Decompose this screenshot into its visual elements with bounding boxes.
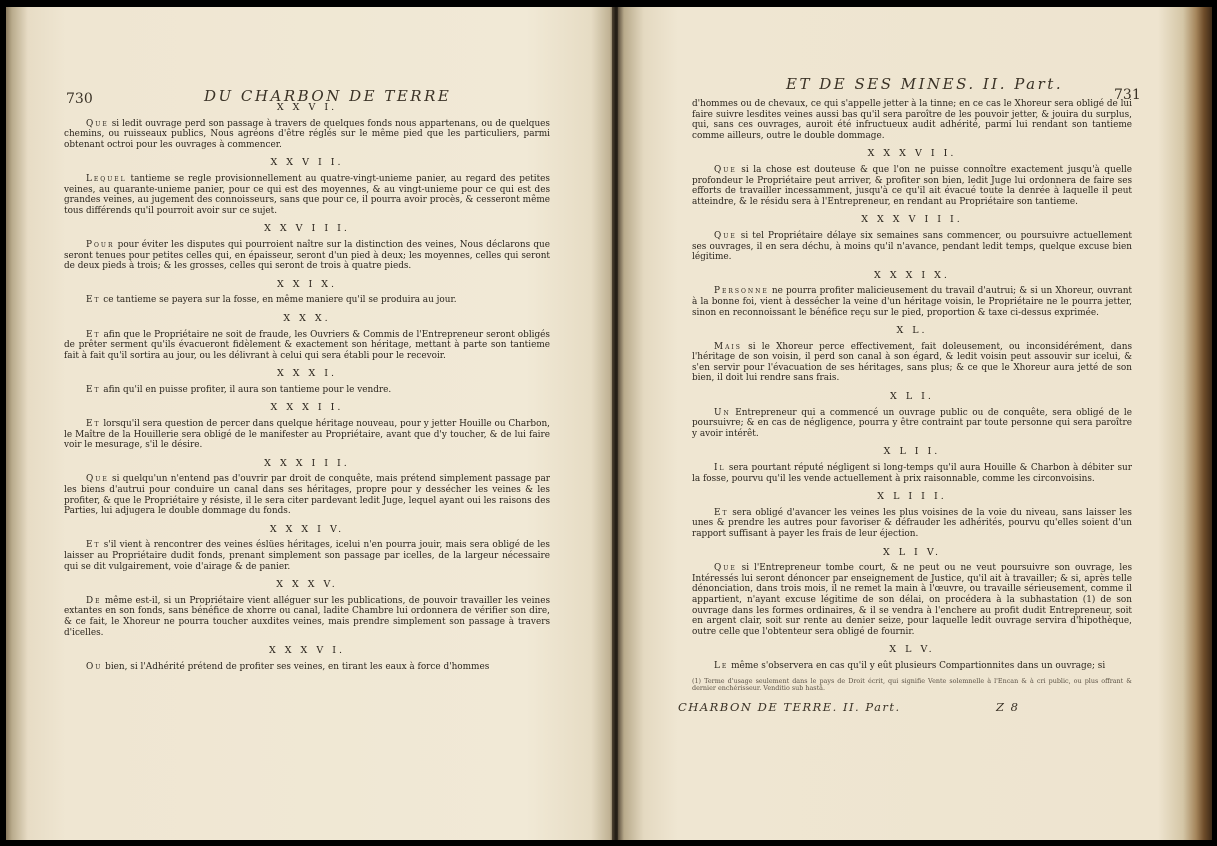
article-number: X L I. xyxy=(890,391,934,403)
article-first-word: De xyxy=(86,595,102,606)
article-number: X X X I I. xyxy=(270,402,344,414)
article-paragraph xyxy=(692,408,1132,440)
article-number: X X X V. xyxy=(276,579,338,591)
article-text: même s'observera en cas qu'il y eût plusieurs Compartionnites dans un ouvrage; si xyxy=(728,660,1106,671)
article-number: X L V. xyxy=(889,644,935,656)
article-text: si l'Entrepreneur tombe court, & ne peut ou ne veut poursuivre son ouvrage, les Intéressés lui seront dénoncer par enseignement de Justice, qu'il ait à travailler; & si, après telle dénonciation, dans trois mois, il ne remet la main à l'œuvre, ou travaille sérieusement, comme il appartient, n'ayant excuse légitime de son délai, on procédera à la subhastation (1) de son ouvrage dans les formes ordinaires, & il se vendra à l'enchere au profit dudit Entrepreneur, soit en argent clair, soit sur rente au denier seize, pour laquelle ledit ouvrage servira d'hipothèque, outre celle que l'obtenteur sera obligé de fournir. xyxy=(692,563,1132,637)
article-number: X X X V I I I. xyxy=(861,214,963,226)
running-head-right: ET DE SES MINES. II. Part. xyxy=(786,75,1064,93)
article-paragraph xyxy=(64,419,550,451)
article-first-word: Et xyxy=(86,384,101,395)
article-text: si la chose est douteuse & que l'on ne puisse connoître exactement jusqu'à quelle profondeur le Propriétaire peut arriver, & profiter son bien, ledit Juge lui ordonnera de faire ses efforts de travailler incessamment, jusqu'à ce qu'il ait évacué toute la denrée à laquelle il peut atteindre, & le résidu sera à l'Entrepreneur, en rendant au Propriétaire son tantieme. xyxy=(692,164,1132,207)
article-first-word: Un xyxy=(714,407,731,418)
left-page xyxy=(6,7,614,840)
article-text: tantieme se regle provisionnellement au quatre-vingt-unieme panier, au regard des petites veines, au quarante-unieme panier, pour ce qui est des moyennes, & au vingt-unieme pour ce qui est des grandes veines, au jugement des connoisseurs, sans que pour ce, il pourra avoir procès, & cesseront même tous différends qu'il pourroit avoir sur ce sujet. xyxy=(64,173,550,216)
article-number: X X X I V. xyxy=(269,523,345,535)
article-paragraph xyxy=(64,662,550,673)
article-first-word: Que xyxy=(714,563,737,574)
article-number: X X V I. xyxy=(276,102,338,113)
article-paragraph xyxy=(692,463,1132,484)
article-text: si le Xhoreur perce effectivement, fait doleusement, ou inconsidérément, dans l'héritage de son voisin, il perd son canal à son égard, & ledit voisin peut assouvir sur icelui, & s'en servir pour l'évacuation de ses héritages, sans plus; & ce que le Xhoreur aura jetté de son bien, il doit lui rendre sans frais. xyxy=(692,341,1132,384)
article-text: pour éviter les disputes qui pourroient naître sur la distinction des veines, Nous déclarons que seront tenues pour petites celles qui, en épaisseur, seront d'un pied à deux; les moyennes, celles qui seront de deux pieds à trois; & les grosses, celles qui seront de trois à quatre pieds. xyxy=(64,239,550,272)
article-paragraph xyxy=(64,596,550,638)
article-paragraph xyxy=(692,165,1132,207)
opening-paragraph: d'hommes ou de chevaux, ce qui s'appelle jetter à la tinne; en ce cas le Xhoreur sera obligé de lui faire suivre lesdites veines aussi bas qu'il sera paroître de les pouvoir jetter, & jouira du surplus, qui, sans ces ouvrages, auroit été infructueux audit adhérité, parmi lui rendant son tantieme comme ailleurs, outre le double dommage. xyxy=(692,99,1132,141)
article-first-word: Que xyxy=(714,230,737,241)
article-first-word: Pour xyxy=(86,239,115,250)
article-paragraph xyxy=(692,508,1132,540)
article-number: X L I I I. xyxy=(877,491,947,503)
article-first-word: Et xyxy=(86,329,101,340)
article-first-word: Et xyxy=(86,295,101,306)
article-number: X X V I I I. xyxy=(264,223,350,235)
article-number: X X X I X. xyxy=(874,269,950,281)
article-text: si tel Propriétaire délaye six semaines sans commencer, ou poursuivre actuellement ses ouvrages, il en sera déchu, à moins qu'il n'avance, pendant ledit temps, quelque excuse bien légitime. xyxy=(692,230,1132,263)
book-spread xyxy=(6,7,1212,840)
article-paragraph xyxy=(692,563,1132,637)
left-text-block xyxy=(64,95,550,672)
signature-line: CHARBON DE TERRE. II. Part. xyxy=(678,700,901,714)
article-first-word: Que xyxy=(86,118,109,129)
article-text: s'il vient à rencontrer des veines éslües héritages, icelui n'en pourra jouir, mais sera obligé de les laisser au Propriétaire dudit fonds, prenant simplement son passage par icelles, de la largeur nécessaire qui se dit vulgairement, voie d'airage & de panier. xyxy=(64,540,550,572)
article-text: afin que le Propriétaire ne soit de fraude, les Ouvriers & Commis de l'Entrepreneur seront obligés de prêter serment qu'ils évacueront fidèlement & exactement son héritage, mettant à parte son tantieme fait à fait qu'il sortira au jour, ou les délivrant à celui qui sera établi pour le recevoir. xyxy=(64,329,550,361)
article-text: Entrepreneur qui a commencé un ouvrage public ou de conquête, sera obligé de le poursuivre; & en cas de négligence, pourra y être contraint par toute personne qui sera paroître y avoir intérêt. xyxy=(692,407,1132,439)
article-first-word: Le xyxy=(714,660,729,671)
article-number: X X X V I I. xyxy=(867,148,957,160)
article-text: bien, si l'Adhérité prétend de profiter ses veines, en tirant les eaux à force d'hommes xyxy=(102,661,490,672)
article-text: si ledit ouvrage perd son passage à travers de quelques fonds nous appartenans, ou de quelques chemins, ou ruisseaux publics, Nous agréons d'être réglés sur le même pied que les particuliers, parmi obtenant octroi pour les ouvrages à commencer. xyxy=(64,118,550,150)
article-paragraph xyxy=(64,295,550,306)
page-number-left: 730 xyxy=(66,91,93,107)
article-paragraph xyxy=(64,119,550,151)
running-head-left: DU CHARBON DE TERRE xyxy=(204,87,452,105)
article-first-word: Et xyxy=(86,419,101,430)
article-number: X X X V I. xyxy=(268,645,345,657)
article-number: X X X I I I. xyxy=(264,457,350,469)
article-text: lorsqu'il sera question de percer dans quelque héritage nouveau, pour y jetter Houille ou Charbon, le Maître de la Houillerie sera obligé de le manifester au Propriétaire, avant que d'y toucher, & de lui faire voir le mesurage, s'il le désire. xyxy=(64,419,550,451)
article-number: X L I I. xyxy=(883,446,941,458)
article-number: X L I V. xyxy=(882,546,942,558)
article-paragraph xyxy=(692,342,1132,384)
article-text: si quelqu'un n'entend pas d'ouvrir par droit de conquête, mais prétend simplement passage par les biens d'autrui pour conduire un canal dans ses héritages, propre pour y dessécher les veines & les profiter, & que le Propriétaire y résiste, il le sera citer pardevant ledit Juge, lequel ayant oui les raisons des Parties, lui adjugera le double dommage du fonds. xyxy=(64,474,550,517)
article-text: ne pourra profiter malicieusement du travail d'autrui; & si un Xhoreur, ouvrant à la bonne foi, vient à dessécher la veine d'un héritage voisin, le Propriétaire ne le pourra jetter, sinon en reconnoissant le bénéfice reçu sur le pied, proportion & taxe ci-dessus exprimée. xyxy=(692,286,1132,318)
article-number: X X V I I. xyxy=(270,157,344,169)
article-paragraph xyxy=(64,174,550,216)
article-first-word: Et xyxy=(714,507,729,518)
article-text: ce tantieme se payera sur la fosse, en même maniere qu'il se produira au jour. xyxy=(100,295,457,306)
article-first-word: Lequel xyxy=(86,173,127,184)
article-number: X L. xyxy=(896,325,928,337)
article-first-word: Que xyxy=(86,474,109,485)
article-text: sera pourtant réputé négligent si long-temps qu'il aura Houille & Charbon à débiter sur la fosse, pourvu qu'il les vende actuellement à prix raisonnable, comme les circonvoisins. xyxy=(692,463,1132,484)
article-first-word: Mais xyxy=(714,341,742,352)
article-paragraph xyxy=(692,661,1132,672)
right-page xyxy=(618,7,1212,840)
footnote: (1) Terme d'usage seulement dans le pays de Droit écrit, qui signifie Vente solemnelle à l'Encan & à cri public, ou plus offrant & dernier enchérisseur. Venditio sub hastâ. xyxy=(692,676,1132,693)
article-text: sera obligé d'avancer les veines les plus voisines de la voie du niveau, sans laisser les unes & prendre les autres pour favoriser & défrauder les adhérités, pourvu qu'elles soient d'un rapport suffisant à payer les frais de leur éjection. xyxy=(692,507,1132,539)
article-first-word: Personne xyxy=(714,286,769,297)
article-first-word: Que xyxy=(714,164,737,175)
article-paragraph xyxy=(64,330,550,362)
article-number: X X X I. xyxy=(276,368,338,380)
page-number-right: 731 xyxy=(1114,87,1141,103)
article-text: afin qu'il en puisse profiter, il aura son tantieme pour le vendre. xyxy=(100,384,392,395)
article-number: X X X. xyxy=(283,312,331,324)
article-first-word: Il xyxy=(714,463,726,474)
article-first-word: Et xyxy=(86,540,101,551)
article-number: X X I X. xyxy=(276,278,338,290)
article-text: même est-il, si un Propriétaire vient alléguer sur les publications, de pouvoir travailler les veines extantes en son fonds, sans bénéfice de xhorre ou canal, ladite Chambre lui ordonnera de vérifier son dire, & ce fait, le Xhoreur ne pourra toucher auxdites veines, mais prendre simplement son passage à travers d'icelles. xyxy=(64,595,550,638)
article-paragraph xyxy=(64,240,550,272)
signature-mark: Z 8 xyxy=(996,700,1020,714)
article-first-word: Ou xyxy=(86,661,103,672)
article-paragraph xyxy=(64,385,550,396)
right-text-block xyxy=(692,99,1132,693)
article-paragraph xyxy=(692,231,1132,263)
article-paragraph xyxy=(64,540,550,572)
article-paragraph xyxy=(692,286,1132,318)
article-paragraph xyxy=(64,474,550,516)
